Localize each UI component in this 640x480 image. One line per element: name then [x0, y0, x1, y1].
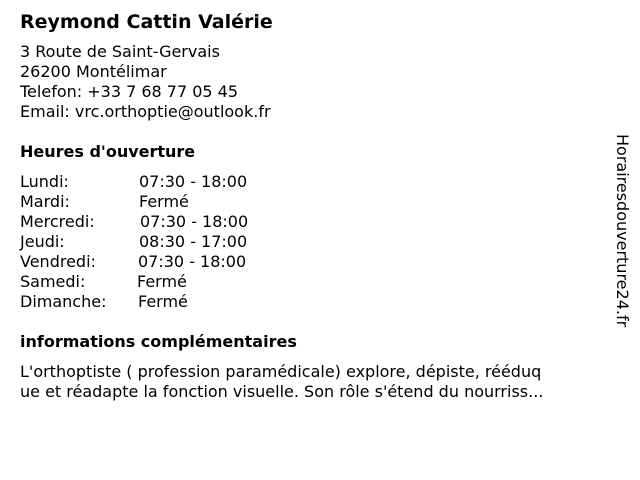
- hours-row-friday: [20, 252, 600, 272]
- day-hours: 08:30 - 17:00: [139, 232, 248, 251]
- business-name: Reymond Cattin Valérie: [20, 11, 273, 33]
- hours-row-sunday: [20, 292, 600, 312]
- phone-number[interactable]: Telefon: +33 7 68 77 05 45: [20, 82, 239, 101]
- additional-info-text: [20, 362, 600, 402]
- hours-row-saturday: [20, 272, 600, 292]
- site-watermark: [612, 134, 632, 346]
- day-hours: 07:30 - 18:00: [138, 252, 247, 271]
- day-label: Mardi:: [20, 192, 70, 211]
- day-label: Dimanche:: [20, 292, 107, 311]
- day-label: Vendredi:: [20, 252, 96, 271]
- hours-row-thursday: [20, 232, 600, 252]
- contact-block: [20, 42, 600, 122]
- day-hours: Fermé: [139, 192, 189, 211]
- day-label: Mercredi:: [20, 212, 95, 231]
- hours-row-wednesday: [20, 212, 600, 232]
- day-label: Jeudi:: [20, 232, 65, 251]
- day-label: Lundi:: [20, 172, 69, 191]
- info-line: ue et réadapte la fonction visuelle. Son rôle s'étend du nourriss...: [20, 382, 544, 401]
- day-hours: 07:30 - 18:00: [139, 172, 248, 191]
- day-hours: 07:30 - 18:00: [140, 212, 249, 231]
- day-hours: Fermé: [137, 272, 187, 291]
- day-label: Samedi:: [20, 272, 86, 291]
- hours-row-tuesday: [20, 192, 600, 212]
- business-card: [20, 10, 600, 402]
- opening-hours-heading: Heures d'ouverture: [20, 142, 196, 161]
- address-street: 3 Route de Saint-Gervais: [20, 42, 220, 61]
- address-city: 26200 Montélimar: [20, 62, 167, 81]
- info-line: L'orthoptiste ( profession paramédicale) explore, dépiste, rééduq: [20, 362, 542, 381]
- hours-row-monday: [20, 172, 600, 192]
- email-address[interactable]: Email: vrc.orthoptie@outlook.fr: [20, 102, 271, 121]
- watermark-text: Horairesdouverture24.fr: [613, 134, 632, 328]
- day-hours: Fermé: [138, 292, 188, 311]
- opening-hours-table: [20, 172, 600, 312]
- additional-info-heading: informations complémentaires: [20, 332, 297, 351]
